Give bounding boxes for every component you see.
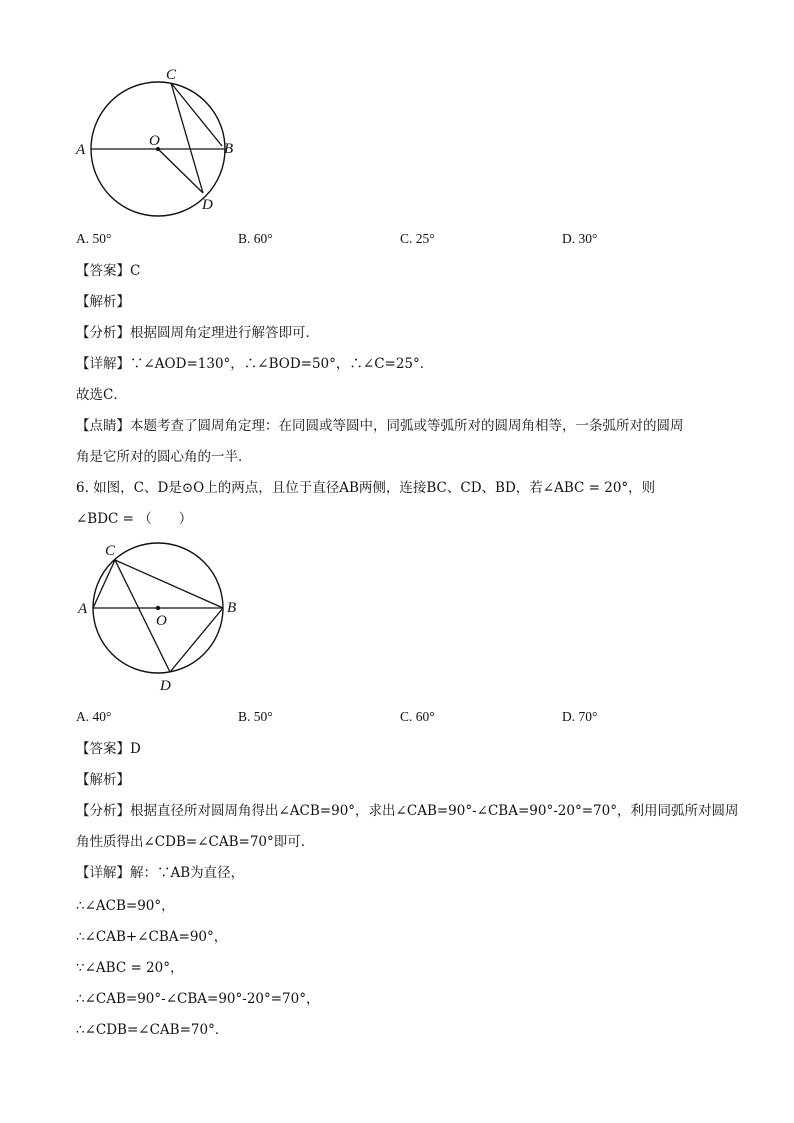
q6-step-2: ∴∠CAB+∠CBA=90°， (76, 929, 228, 945)
q5-analysis-head: 【解析】 (76, 294, 130, 310)
label-b: B (224, 141, 234, 157)
q5-option-c: C. 25° (400, 231, 435, 246)
label-o: O (149, 133, 160, 149)
q5-option-b: B. 60° (238, 231, 273, 246)
q5-comment-1: 【点睛】本题考查了圆周角定理：在同圆或等圆中，同弧或等弧所对的圆周角相等，一条弧所对的圆周 (76, 418, 684, 434)
chord-cb (171, 83, 222, 146)
chord-ac (93, 560, 115, 608)
q6-detail-head: 【详解】解：∵AB为直径， (76, 865, 245, 881)
label-b: B (227, 600, 237, 616)
q6-stem-1: 6. 如图，C、D是⊙O上的两点，且位于直径AB两侧，连接BC、CD、BD，若∠ABC = 20°，则 (76, 480, 656, 496)
q5-choose: 故选C． (76, 387, 127, 403)
q6-option-d: D. 70° (562, 709, 598, 724)
q6-step-4: ∴∠CAB=90°-∠CBA=90°-20°=70°， (76, 991, 320, 1007)
q6-step-5: ∴∠CDB=∠CAB=70°． (76, 1022, 229, 1038)
q6-analysis-1: 【分析】根据直径所对圆周角得出∠ACB=90°，求出∠CAB=90°-∠CBA=90°-20°=70°，利用同弧所对圆周 (76, 803, 739, 819)
q6-option-b: B. 50° (238, 709, 273, 724)
q6-option-c: C. 60° (400, 709, 435, 724)
q5-answer: 【答案】C (76, 263, 141, 279)
q5-option-d: D. 30° (562, 231, 598, 246)
q6-step-1: ∴∠ACB=90°， (76, 898, 175, 914)
label-d: D (160, 678, 171, 694)
label-a: A (78, 601, 88, 617)
chord-cb (115, 560, 223, 608)
center-dot (156, 606, 160, 610)
label-c: C (105, 543, 116, 559)
q5-comment-2: 角是它所对的圆心角的一半． (76, 449, 252, 465)
q6-answer: 【答案】D (76, 741, 141, 757)
label-o: O (156, 613, 167, 629)
label-a: A (76, 142, 86, 158)
circle-figure-q6 (70, 538, 250, 698)
label-c: C (166, 67, 177, 83)
label-d: D (202, 197, 213, 213)
q5-detail: 【详解】∵∠AOD=130°，∴∠BOD=50°，∴∠C=25°． (76, 356, 434, 372)
q5-option-a: A. 50° (76, 231, 112, 246)
q6-step-3: ∵∠ABC = 20°， (76, 960, 184, 976)
q6-analysis-head: 【解析】 (76, 772, 130, 788)
q5-analysis: 【分析】根据圆周角定理进行解答即可． (76, 325, 319, 341)
circle-figure-q5 (70, 60, 250, 220)
q6-analysis-2: 角性质得出∠CDB=∠CAB=70°即可． (76, 834, 315, 850)
q6-option-a: A. 40° (76, 709, 112, 724)
q6-stem-2: ∠BDC = （ ） (76, 511, 193, 527)
